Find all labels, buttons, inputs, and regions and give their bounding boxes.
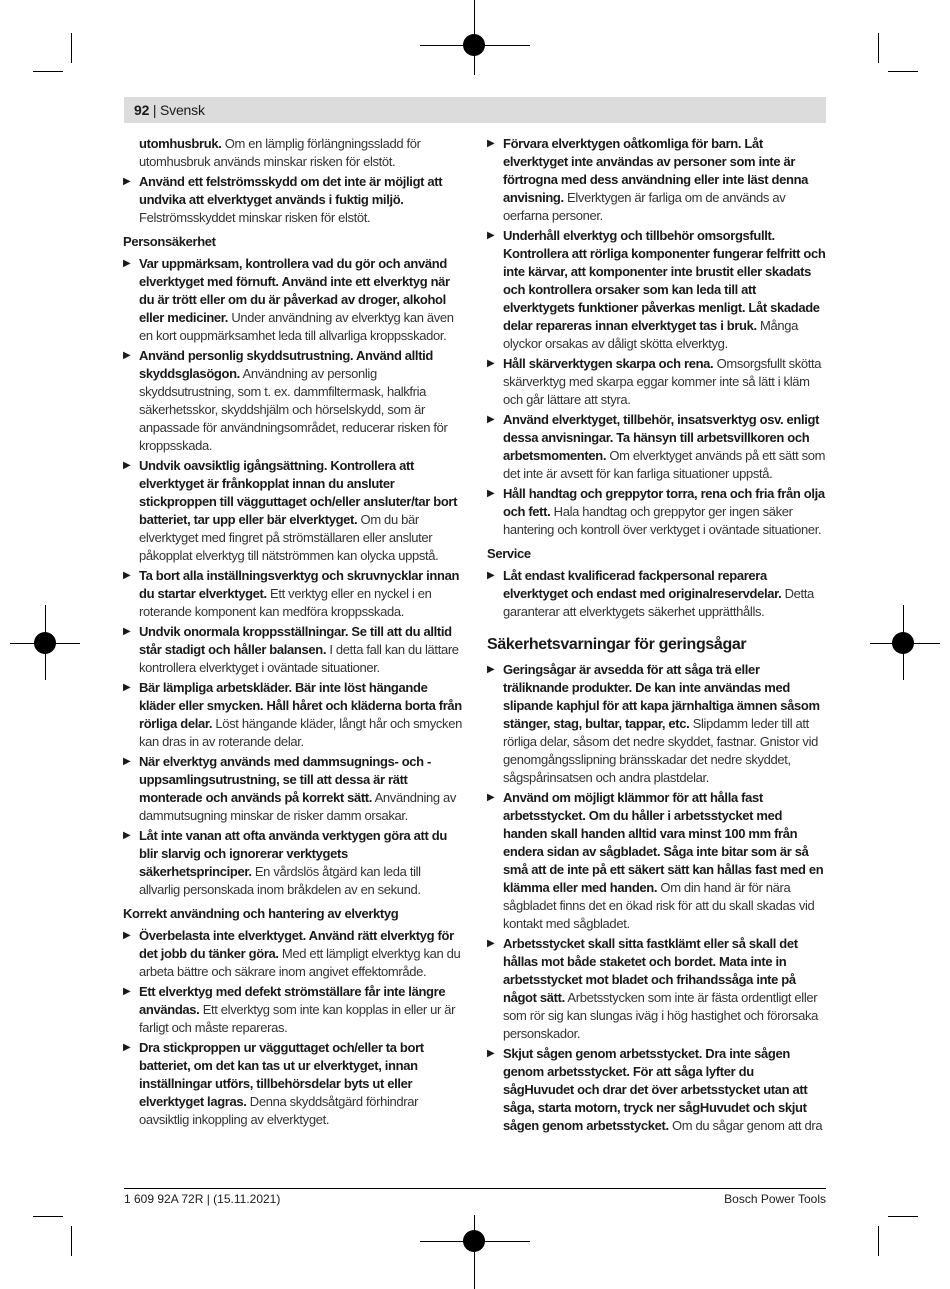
- bullet-icon: ▶: [487, 938, 495, 949]
- list-item: [487, 485, 827, 539]
- bullet-icon: ▶: [123, 830, 131, 841]
- item-text: Löst hängande kläder, långt hår och smycken kan dras in av roterande delar.: [139, 716, 462, 749]
- item-text: Användning av personlig skyddsutrustning, som t. ex. dammfiltermask, halkfria säkerhetsskor, skyddshjälm och hörselskydd, som är anpassade för användningsområdet, reducerar risken för kroppsskada.: [139, 366, 448, 453]
- item-bold: Geringsågar är avsedda för att såga trä eller träliknande produkter. De kan inte användas med slipande kaphjul för att kapa järnhaltiga ämnen såsom stänger, stag, bultar, tappar, etc.: [503, 662, 820, 731]
- item-bold: Undvik oavsiktlig igångsättning. Kontrollera att elverktyget är frånkopplat innan du ansluter stickproppen till vägguttaget och/eller ansluter/tar bort batteriet, tar upp eller bär elverktyget.: [139, 458, 458, 527]
- crop-mark-br-v: [878, 1226, 879, 1256]
- page-header: [134, 102, 205, 118]
- item-bold: Låt inte vanan att ofta använda verktygen göra att du blir slarvig och ignorerar verktygets säkerhetsprinciper.: [139, 828, 447, 879]
- right-column: [487, 135, 827, 1137]
- list-item: [487, 411, 827, 483]
- item-text: Om du sågar genom att dra: [668, 1118, 823, 1133]
- bullet-icon: ▶: [487, 1048, 495, 1059]
- item-bold: Skjut sågen genom arbetsstycket. Dra inte sågen genom arbetsstycket. För att såga lyfter du sågHuvudet och drar det över arbetsstycket utan att såga, starta motorn, tryck ner sågHuvudet och skjut sågen genom arbetsstycket.: [503, 1046, 808, 1133]
- item-text: Denna skyddsåtgärd förhindrar oavsiktlig inkoppling av elverktyget.: [139, 1094, 419, 1127]
- bullet-icon: ▶: [487, 358, 495, 369]
- chapter-heading: Säkerhetsvarningar för geringsågar: [487, 636, 747, 653]
- item-text: Slipdamm leder till att rörliga delar, såsom det nedre skyddet, fastnar. Gnistor vid genomgångsslipning bränsskadar det nedre skyddet, sågspårinsatsen och andra plastdelar.: [503, 716, 819, 785]
- item-bold: Underhåll elverktyg och tillbehör omsorgsfullt. Kontrollera att rörliga komponenter fungerar felfritt och inte kärvar, att komponenter inte brustit eller skadats och kontrollera orsaker som kan leda till att elverktygets funktioner påverkas menligt. Låt skadade delar repareras innan elverktyget tas i bruk.: [503, 228, 826, 333]
- item-bold: Överbelasta inte elverktyget. Använd rätt elverktyg för det jobb du tänker göra.: [139, 928, 454, 961]
- crop-mark-bl-v: [71, 1226, 72, 1256]
- item-text: Om din hand är för nära sågbladet finns det en ökad risk för att du skall skadas vid kontakt med sågbladet.: [503, 880, 815, 931]
- item-text: Detta garanterar att elverktygets säkerhet upprätthålls.: [503, 586, 814, 619]
- bullet-icon: ▶: [123, 350, 131, 361]
- bullet-icon: ▶: [123, 682, 131, 693]
- crop-mark-tr-v: [878, 33, 879, 63]
- list-item: [487, 789, 827, 933]
- list-item: [487, 661, 827, 787]
- registration-mark-top: [463, 34, 485, 56]
- list-item: [487, 227, 827, 353]
- bullet-icon: ▶: [123, 570, 131, 581]
- page-number: 92: [134, 102, 150, 118]
- paragraph-bold: utomhusbruk.: [139, 136, 222, 151]
- item-bold: Bär lämpliga arbetskläder. Bär inte löst hängande kläder eller smycken. Håll håret och kläderna borta från rörliga delar.: [139, 680, 462, 731]
- item-bold: När elverktyg används med dammsugnings- och -uppsamlingsutrustning, se till att dessa är rätt monterade och används på korrekt sätt.: [139, 754, 431, 805]
- item-text: Ett elverktyg som inte kan kopplas in eller ur är farligt och måste repareras.: [139, 1002, 456, 1035]
- item-text: Felströmsskyddet minskar risken för elstöt.: [139, 210, 371, 225]
- crop-mark-tl-h: [33, 71, 63, 72]
- bullet-icon: ▶: [123, 626, 131, 637]
- item-text: Med ett lämpligt elverktyg kan du arbeta bättre och säkrare inom angivet effektområde.: [139, 946, 461, 979]
- item-text: Under användning av elverktyg kan även en kort ouppmärksamhet leda till allvarliga kroppsskador.: [139, 310, 454, 343]
- bullet-icon: ▶: [487, 414, 495, 425]
- item-bold: Förvara elverktygen oåtkomliga för barn. Låt elverktyget inte användas av personer som inte är förtrogna med dess användning eller inte läst denna anvisning.: [503, 136, 809, 205]
- list-item: [123, 567, 463, 621]
- list-item: [123, 679, 463, 751]
- crop-mark-tl-v: [71, 33, 72, 63]
- item-text: Många olyckor orsakas av dåligt skötta elverktyg.: [503, 318, 799, 351]
- list-item: [487, 1045, 827, 1135]
- bullet-icon: ▶: [123, 1042, 131, 1053]
- bullet-icon: ▶: [123, 930, 131, 941]
- bullet-icon: ▶: [487, 570, 495, 581]
- item-text: Om du bär elverktyget med fingret på strömställaren eller ansluter påkopplat elverktyg till nätströmmen kan olycka uppstå.: [139, 512, 439, 563]
- bullet-icon: ▶: [487, 792, 495, 803]
- bullet-icon: ▶: [487, 230, 495, 241]
- list-item: [123, 983, 463, 1037]
- item-bold: Dra stickproppen ur vägguttaget och/eller ta bort batteriet, om det kan tas ut ur elverktyget, innan inställningar utförs, tillbehörsdelar byts ut eller elverktyget lagras.: [139, 1040, 424, 1109]
- item-text: Elverktygen är farliga om de används av oerfarna personer.: [503, 190, 786, 223]
- paragraph-text: Om en lämplig förlängningssladd för utomhusbruk används minskar risken för elstöt.: [139, 136, 421, 169]
- section-heading: Korrekt användning och hantering av elverktyg: [123, 906, 399, 921]
- bullet-icon: ▶: [487, 488, 495, 499]
- list-item: [487, 935, 827, 1043]
- registration-mark-left: [34, 632, 56, 654]
- bullet-icon: ▶: [123, 986, 131, 997]
- brand-footer: Bosch Power Tools: [724, 1192, 826, 1206]
- crop-mark-bl-h: [33, 1216, 63, 1217]
- section-heading: Service: [487, 546, 531, 561]
- bullet-icon: ▶: [487, 138, 495, 149]
- item-bold: Arbetsstycket skall sitta fastklämt eller så skall det hållas mot både staketet och bordet. Mata inte in arbetsstycket mot bladet och frihandssåga inte på något sätt.: [503, 936, 798, 1005]
- list-item: [123, 255, 463, 345]
- registration-mark-right: [892, 632, 914, 654]
- item-bold: Låt endast kvalificerad fackpersonal reparera elverktyget och endast med originalreservdelar.: [503, 568, 782, 601]
- list-item: [123, 1039, 463, 1129]
- bullet-icon: ▶: [487, 664, 495, 675]
- section-heading: Personsäkerhet: [123, 234, 216, 249]
- page-header-bar: [124, 97, 826, 123]
- list-item: [123, 827, 463, 899]
- list-item: [123, 753, 463, 825]
- item-text: I detta fall kan du lättare kontrollera elverktyget i oväntade situationer.: [139, 642, 459, 675]
- item-text: Omsorgsfullt skötta skärverktyg med skarpa eggar kommer inte så lätt i kläm och går lättare att styra.: [503, 356, 822, 407]
- crop-mark-tr-h: [888, 71, 918, 72]
- continued-paragraph: [123, 135, 463, 171]
- list-item: [123, 347, 463, 455]
- item-text: Hala handtag och greppytor ger ingen säker hantering och kontroll över verktyget i oväntade situationer.: [503, 504, 822, 537]
- list-item: [487, 567, 827, 621]
- item-text: Arbetsstycken som inte är fästa ordentligt eller som rör sig kan slungas iväg i hög hastighet och förorsaka personskador.: [503, 990, 818, 1041]
- item-bold: Använd ett felströmsskydd om det inte är möjligt att undvika att elverktyget används i fuktig miljö.: [139, 174, 443, 207]
- section-name: Svensk: [160, 102, 205, 118]
- item-bold: Använd personlig skyddsutrustning. Använd alltid skyddsglasögon.: [139, 348, 434, 381]
- bullet-icon: ▶: [123, 460, 131, 471]
- item-bold: Använd om möjligt klämmor för att hålla fast arbetsstycket. Om du håller i arbetsstycket med handen skall handen alltid vara minst 100 mm från endera sidan av sågbladet. Såga inte bitar som är så små att de inte på ett säkert sätt kan hållas fast med en klämma eller med handen.: [503, 790, 824, 895]
- item-text: Användning av dammutsugning minskar de risker damm orsakar.: [139, 790, 457, 823]
- item-text: En vårdslös åtgärd kan leda till allvarlig personskada inom bråkdelen av en sekund.: [139, 864, 421, 897]
- list-item: [123, 173, 463, 227]
- registration-mark-bottom: [463, 1230, 485, 1252]
- item-bold: Ett elverktyg med defekt strömställare får inte längre användas.: [139, 984, 446, 1017]
- list-item: [487, 135, 827, 225]
- footer-rule: [124, 1188, 826, 1189]
- item-bold: Undvik onormala kroppsställningar. Se till att du alltid står stadigt och håller balansen.: [139, 624, 452, 657]
- list-item: [123, 623, 463, 677]
- item-text: Om elverktyget används på ett sätt som det inte är avsett för kan farliga situationer uppstå.: [503, 448, 826, 481]
- item-bold: Håll skärverktygen skarpa och rena.: [503, 356, 714, 371]
- registration-line-bottom-v: [474, 1215, 475, 1289]
- bullet-icon: ▶: [123, 756, 131, 767]
- list-item: [123, 457, 463, 565]
- crop-mark-br-h: [888, 1216, 918, 1217]
- item-bold: Använd elverktyget, tillbehör, insatsverktyg osv. enligt dessa anvisningar. Ta hänsyn till arbetsvillkoren och arbetsmomenten.: [503, 412, 820, 463]
- list-item: [123, 927, 463, 981]
- bullet-icon: ▶: [123, 258, 131, 269]
- document-number: 1 609 92A 72R | (15.11.2021): [124, 1192, 281, 1206]
- header-separator: |: [152, 102, 157, 118]
- left-column: [123, 135, 463, 1131]
- item-bold: Var uppmärksam, kontrollera vad du gör och använd elverktyget med förnuft. Använd inte ett elverktyg när du är trött eller om du är påverkad av droger, alkohol eller mediciner.: [139, 256, 450, 325]
- bullet-icon: ▶: [123, 176, 131, 187]
- item-bold: Ta bort alla inställningsverktyg och skruvnycklar innan du startar elverktyget.: [139, 568, 460, 601]
- item-bold: Håll handtag och greppytor torra, rena och fria från olja och fett.: [503, 486, 825, 519]
- list-item: [487, 355, 827, 409]
- item-text: Ett verktyg eller en nyckel i en roterande komponent kan medföra kroppsskada.: [139, 586, 432, 619]
